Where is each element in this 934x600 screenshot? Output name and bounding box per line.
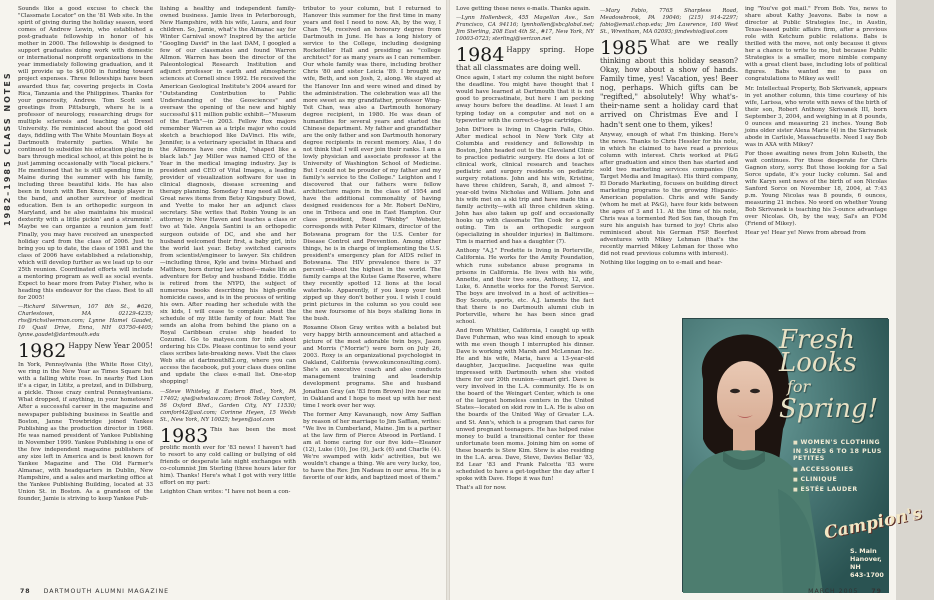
col5-signature: —Mary Fabio, 7765 Sharpless Road, Meadowbrook, PA 19046; (215) 914-2297; fabio@email.chop.edu; Jim Lawrence, 160 West St., Wrentham, MA 02093; jimdeshio@aol.com: [600, 8, 738, 36]
col4-paragraph-6: That's all for now.: [456, 484, 507, 491]
ad-address: S. Main Hanover, NH 643-1700: [850, 547, 884, 579]
col6-paragraph-3: For those awaiting news from John Kulseth, the wait continues. For those desperate for Chris Gagnon story, sorry. But those looking for a Sal Sorce update, it's your lucky column. Sal and wife Karyn sent news of the birth of son Nicolas Sanford Sorce on November 18, 2004, at 7:43 p.m. Young Nicolas was 8 pounds, 6 ounces, measuring 21 inches. No word on whether Young Bob Skrivanek is teaching his 3-ounce advantage over Nicolas. Oh, by the way, Sal's an FOM (Friend of Mikey).: [745, 150, 887, 228]
footer-left: [20, 588, 169, 595]
col3-paragraph-3: The former Amy Kavanaugh, now Amy Saffian by reason of her marriage to Jim Saffian, writes: "We live in Cumberland, Maine. Jim is a partner at the law firm of Pierce Atwood in Portland. I am at home caring for our five kids—Eleanor (12), Luke (10), Joe (9), Jack (6) and Charlie (4). We're swamped with kids' activities, but we wouldn't change a thing. We are very lucky, too, to have the Rev. Jim Nadeau in our area. He is a favorite of our kids, and baptized most of them.": [303, 411, 441, 482]
magazine-name-left: DARTMOUTH ALUMNI MAGAZINE: [43, 588, 169, 595]
ad-item: ■ WOMEN'S CLOTHING IN SIZES 6 TO 18 PLUS PETITES: [793, 439, 885, 463]
column-6: [745, 6, 887, 314]
ad-item: ■ ACCESSORIES: [793, 465, 885, 475]
magazine-name-right: MARCH 2005: [808, 588, 859, 595]
col2-paragraph-3: Leighton Chan writes: "I have not been a con-: [160, 489, 291, 496]
col3-paragraph-1: tributor to your column, but I returned to Hanover this summer for the first time in many years and feel I need to now. Ah, by the way, I Chan '54, received an honorary degree from Dartmouth in June. He has a long history of service to the College, including designing Rockefeller Hall and presiding as "college architect" for as many years as I can remember. Our whole family was there, including brother Chris '80 and sister Leicia '89. I brought my wife, Beth, and son Josh, 2, along. We stayed at the Hanover Inn and were wined and dined by the administration. The celebration was all the more sweet as my grandfather, professor Wing-Tsit Chan, was also a Dartmouth honorary degree recipient, in 1980. He was dean of humanities for several years and started the Chinese department. My father and grandfather are the only father and son Dartmouth honorary degree recipients in recent memory. Alas, I do not think that I will ever join their ranks. I am a lowly physician and associate professor at the University of Washington School of Medicine. But I could not be prouder of my father and my family's service to the College." Leighton and I discovered that our fathers were fellow architecture majors in the class of 1954 and have the additional commonality of having designed residences for a Mr. Robert DeNiro, one in Tribeca and one in East Hampton. Our class president, Reed "Webby" Webster, corresponds with Peter Kilmarx, director of the Botswana program for the U.S. Center for Disease Control and Prevention. Among other things, he is in charge of implementing the U.S. president's emergency plan for AIDS relief in Botswana. The HIV prevalence there is 37 percent—about the highest in the world. The family camps at the Kutse Game Reserve, where they recently spotted 12 lions at the local waterhole. Apparently, if you keep your tent zipped up they don't bother you. I wish I could print pictures in the column so you could see the new foursome of his boys stalking lions in the bush.: [303, 6, 441, 323]
section-label: 1982–1985 CLASS NOTES: [3, 71, 12, 227]
ad-product-list: [793, 439, 885, 495]
campions-logo: Campion's: [822, 503, 924, 544]
col2-signature: —Steve Whiteley, 8 Eastern Blvd., York, PA 17402; sjw@whwlaw.com; Brook Tolley Comfort, 56 Oxford Blvd., Garden City, NY 11530; comfort42@aol.com; Corinne Heyen, 15 Welsh St., New York, NY 10025; heyen@aol.com: [160, 388, 296, 423]
col1-signature: —Richard Silverman, 107 8th St., #626, Charlestown, MA 02129-4235; rhs@richsilverman.com; Lynne Hamel Gaudet, 10 Quail Drive, Enna, NH 03750-4405; lynne.gaudet@dartmouth.edu: [18, 303, 153, 339]
col5-paragraph-2: Anyway, enough of what I'm thinking. Here's the news. Thanks to Chris Hessler for his note, in which he claimed to have read a previous column with interest. Chris worked at P&G after graduation and since then has started and sold two marketing services companies (On Target Media and Imagitas). His third company, El Dorado Marketing, focuses on building direct marketing programs to the growing Hispanic-American population. Chris and wife Sandy (whom he met at P&G), have four kids between the ages of 3 and 11. At the time of his note, Chris was a tormented Red Sox fan, though I'm sure his anguish has turned to joy! Chris also reminisced about his German FSP. Beerfest adventures with Mikey Lehman (that's the recently married Mikey Lehman for those who did not read previous columns with interest).: [600, 131, 738, 258]
col4-paragraph-5: And from Whittier, California, I caught up with Dave Fuhrman, who was kind enough to speak with me even though I interrupted his dinner. Dave is working with Marsh and McLennan Inc. He and his wife, Maria, have a 13-year-old daughter, Jacqueline. Jacqueline was quite impressed with Dartmouth when she visited there for our 20th reunion—smart girl. Dave is very involved in the L.A. community. He is on the board of the Weingart Center, which is one of the largest homeless centers in the United States—located on skid row in L.A. He is also on the boards of the United Way of Greater L.A. and St. Ann's, which is a program that cares for unwed pregnant teenagers. He has helped raise money to build a transitional center for these unfortunate teen moms. Joining him on some of these boards is Stew Kim. Stew is also residing in the L.A. area. Dave, Steve, Davies Bellar '83, Ed Lear '83 and Frank Falcetta '83 were scheduled to have a get-together the day after I spoke with Dave. Hope it was fun!: [456, 327, 594, 482]
column-5-lower: [600, 318, 678, 588]
col5-paragraph-3: Nothing like logging on to e-mail and hear-: [600, 260, 723, 267]
col3-paragraph-2: Roxanne Olson Gray writes with a belated but very happy birth announcement and attached a picture of the most adorable twin boys, Jason and Morris ("Morrie") were born on July 26, 2003. Roxy is an organizational psychologist in Oakland, California (www.okunconsulting.com). She's an executive coach and also conducts management training and leadership development programs. She and husband Jonathan Gray (an '83 from Brown) live near me in Oakland and I hope to meet up with her next time I work over her way.: [303, 325, 441, 409]
column-1: [18, 6, 153, 574]
ad-item: ■ CLINIQUE: [793, 475, 885, 485]
col4-paragraph-3: John DiFiore is living in Chagrin Falls, Ohio. After medical school in New York City at Columbia and residency and fellowship in Boston, John headed out to the Cleveland Clinic to practice pediatric surgery. He does a lot of clinical work, clinical research and teaches pediatric and surgery residents on pediatric surgery rotations. John and his wife, Kristine, have three children, Sarah, 8, and almost 7-year-old twins Nicholas and William. John and his wife met on a ski trip and have made this a family activity—with all three children skiing. John has also taken up golf and occasionally hooks up with classmate Tim Cook for a golf outing. Tim is an orthopedic surgeon (specializing in shoulder injuries) in Baltimore. Tim is married and has a daughter (7).: [456, 126, 594, 246]
footer-right: [808, 588, 882, 595]
ad-headline: Fresh Looks for Spring!: [779, 325, 879, 424]
page-gutter: [446, 0, 450, 600]
col1-paragraph-2: In York, Pennsylvania (the White Rose City), we ring in the New Year as Times Square but with a falling white rose. In nearby Red Lion it's a cigar, in Lititz, a pretzel, and in Dillsburg, a pickle. Those crazy central Pennsylvanians. What dropped, if anything, in your hometown? After a successful career in the magazine and newspaper publishing business in Seattle and Boston, Janne Trowbridge joined Yankee Publishing as the production director in 1968. He was named president of Yankee Publishing in November 1999. Yankee Publishing is one of the few independent magazine publishers of any size left in America and is best known for Yankee Magazine and The Old Farmer's Almanac, with headquarters in Dublin, New Hampshire, and a sales and marketing office at the Yankee Publishing Building, located at 33 Union St. in Boston. As a grandson of the founder, Jamie is striving to keep Yankee Pub-: [18, 362, 153, 503]
ad-item: ■ ESTÉE LAUDER: [793, 485, 885, 495]
year-heading-1982: 1982: [18, 340, 67, 363]
col2-1983-lead: 1983 This has been the most prolific month ever for '83 news! I haven't had to resort to any cold calling or bullying of old friends or desperate late night exchanges with co-columnist Jim Sterling (three hours later for him). Thanks! Here's what I got with very little effort on my part:: [160, 424, 296, 486]
col6-paragraph-4: Hear ye! Hear ye! News from abroad from: [745, 230, 866, 237]
col6-paragraph-1: ing "You've got mail." From Bob. Yes, news to share about Kathy Jeavons. Babs is now a director at Public Strategies Inc., in Austin, Texas-based public affairs firm, after a previous role with Ketchum public relations. Babs is thrilled with the move, not only because it gives her a chance to write to me, but because Public Strategies is a smaller, more nimble company with a great client base, including lots of political figures. Babs wanted me to pass on congratulations to Mikey as well!: [745, 6, 887, 83]
page-number-left: 78: [20, 588, 31, 595]
col2-paragraph-1: lishing a healthy and independent family-owned business. Jamie lives in Peterborough, New Hampshire, with his wife, Laura, and four children. So, Jamie, what's the Almanac say for Winter Carnival snow? Inspired by the article "Googling David" in the last DAM, I googled a few of our classmates and found Warren Allmon. Warren has been the director of the Paleontological Research Institution and adjunct professor in earth and atmospheric sciences at Cornell since 1992. He received the American Geological Institute's 2004 award for "Outstanding Contribution to Public Understanding of the Geosciences" and oversaw the opening of the new and highly successful $11 million public exhibit—"Museum of the Earth"—in 2003. Fellow Rox majors remember Warren as a triple major who could sketch a brachiopod like DaVinci. His wife, Jennifer, is a veterinary specialist in Ithaca and the Allmons have one child, "shaped like a black lab." Jay Miller was named CEO of the Year in the medical imaging industry. Jay is president and CEO of Vital Images, a leading provider of visualization software for use in clinical diagnosis, disease screening and therapy planning. Someday I may need all that. Great news items from Betsy Kingsbury Dowd, and Yvette to make her an adjunct class secretary. She writes that Robin Young is an attorney in New Haven and teaches a class or two at Yale. Angela Santini is an orthopedic surgeon outside of DC, and she and her husband welcomed their first, a baby girl, into the world last year. Betsy switched careers from scientist/engineer to lawyer. Six children—including three, Kyle and twins Michael and Matthew, born during law school—make life an adventure for Betsy and husband Eddie. Eddie is retired from the NYPD, the subject of numerous books describing his high-profile homicide cases, and is in the process of writing his own. After reading her schedule with the six kids, I will cease to complain about the schedule of my little family of four. Matt Yee sends an aloha from behind the piano on a Royal Caribbean cruise ship headed to Cozumel. Go to matyee.com for info about ordering his CDs. Please continue to send your class scribes late-breaking news. Visit the class Web site at dartmouth82.org, where you can access the facebook, put your class dues online and update the class e-mail list. One-stop shopping!: [160, 6, 297, 386]
column-4: [456, 6, 594, 586]
column-3: [303, 6, 441, 574]
column-5: [600, 6, 738, 314]
col4-paragraph-4: Anthony "A.J." Fredette is living in Porterville, California. He works for the Amity Foundation, which runs substance abuse programs in prisons in California. He lives with his wife, Annette, and their two sons, Anthony, 12, and Luke, 6. Annette works for the Forest Service. The boys are involved in a host of activities—Boy Scouts, sports, etc. A.J. laments the fact that there is no Dartmouth alumni club in Porterville, where he has been since grad school.: [456, 248, 594, 325]
col4-paragraph-2: Once again, I start my column the night before the deadline. You might have thought that I would have learned at Dartmouth that it is not good to procrastinate, but here I am pecking away hours before the deadline. At least I am typing today on a computer and not on a typewriter with the correct-o-type cartridge.: [456, 75, 594, 124]
col4-signature: —Lynn Hollenbeck, 455 Magellan Ave., San Francisco, CA 94116; lynnhollen@sbcglobal.net; Jim Sterling, 208 East 4th St., #17, New York, NY 10003-0723; sterlingj@verizon.net: [456, 15, 594, 43]
page-number-right: 79: [871, 588, 882, 595]
year-heading-1984: 1984: [456, 44, 505, 67]
column-2: [160, 6, 296, 574]
col4-paragraph-1: Love getting these news e-mails. Thanks again.: [456, 6, 591, 12]
advertisement-fresh-looks: [682, 318, 924, 592]
col6-paragraph-2: Mr. Intellectual Property, Bob Skrivanek, appears in yet another column, this time courtesy of his wife, Larissa, who wrote with news of the birth of their son, Robert Anthony Skrivanek III, born September 3, 2004, and weighing in at 8 pounds, 0 ounces and measuring 21 inches. Young Bob joins older sister Alexa Marie (4) in the Skrivanek abode in Carlisle, Massachusetts. Need I say Bob was in AXA with Mikey?: [745, 85, 887, 148]
col1-paragraph-1: Sounds like a good excuse to check the "Classmate Locator" on the '81 Web site. In the spirit of giving during the holiday season, word comes of Andrew Lewin, who established a post-graduate fellowship in honor of his mother in 2000. The fellowship is designed to support graduates doing work with domestic or international nonprofit organizations in the year immediately following graduation, and it will provide up to $6,000 in funding toward project expenses. Three fellowships have been awarded thus far, covering projects in Costa Rica, Tanzania and the Philippines. Thanks for your generosity, Andrew. Tom Scott sent greetings from Pittsburgh, where he is a professor of neurology, researching drugs for multiple sclerosis and teaching at Drexel University. He reminisced about the good old days, fiddling with The White Mountain Boys at Dartmouth fraternity parties. While he continued to subsidize his education playing in bars through medical school, at this point he is just jamming occasionally with "local pickers." He mentioned that he is still spending time in Maine during the summer with his family, including three beautiful kids. He has also been in touch with Ben Knox, banjo player in the band, and another survivor of medical education. Ben is an orthopedic surgeon in Maryland, and he also maintains his musical dexterity with a little pickin' and a strummin'. Maybe we can organize a reunion jam fest! Finally, you may have received an unexpected holiday card from the class of 2006. Just to bring you up to date, the class of 1981 and the class of 2006 have established a relationship, which will develop further as we lead up to our 25th reunion. Coordinated efforts will include a mentoring program as well as social events. Expect to hear more from Patsy Fisher, who is heading this endeavor for the class. Best to all for 2005!: [18, 6, 153, 301]
col5-1985-lead: 1985 What are we really thinking about this holiday season? Okay, how about a show of hands. Family time, yes! Vacation, yes! Beer nog, perhaps. Which gifts can be "regifted," absolutely! Why what's-their-name sent a holiday card that arrived on Christmas Eve and I hadn't sent one to them, yikes!: [600, 37, 738, 129]
year-heading-1983: 1983: [160, 424, 209, 447]
col4-1984-lead: 1984 Happy spring. Hope that all classmates are doing well.: [456, 44, 594, 73]
year-heading-1985: 1985: [600, 37, 649, 60]
col1-1982-lead: 1982 Happy New Year 2005!: [18, 340, 153, 363]
